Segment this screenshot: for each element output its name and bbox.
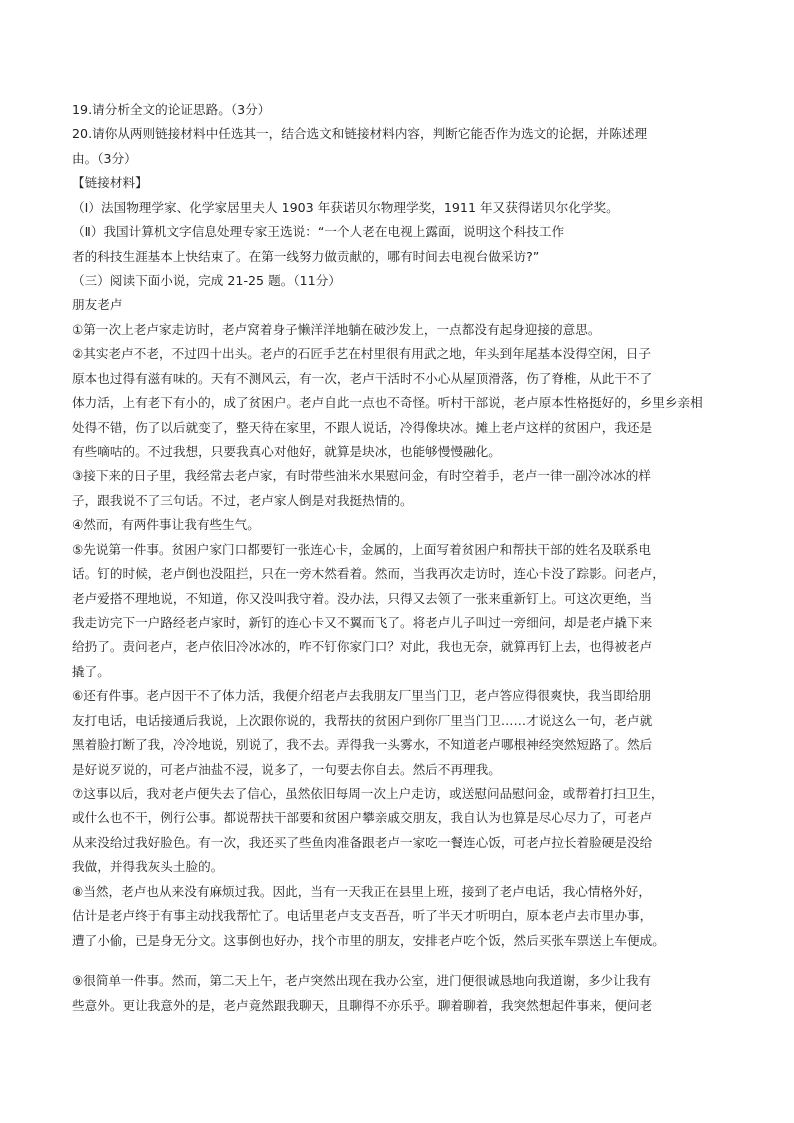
question-19: 19.请分析全文的论证思路。（3分）: [72, 102, 271, 117]
paragraph-9-line: ⑨很简单一件事。然而，第二天上午，老卢突然出现在我办公室，进门便很诚恳地向我道谢，多少让我有: [72, 973, 651, 988]
material-1: （Ⅰ）法国物理学家、化学家居里夫人 1903 年获诺贝尔物理学奖，1911 年又获得诺贝尔化学奖。: [72, 200, 619, 215]
paragraph-5-line: 老卢爱搭不理地说，不知道，你又没叫我守着。没办法，只得又去领了一张来重新钉上。可这次更绝，当: [72, 591, 653, 606]
question-20-line-1: 20.请你从两则链接材料中任选其一，结合选文和链接材料内容，判断它能否作为选文的论据，并陈述理: [72, 126, 648, 141]
paragraph-5-line: 话。钉的时候，老卢倒也没阻拦，只在一旁木然看着。然而，当我再次走访时，连心卡没了踪影。问老卢，: [72, 566, 665, 581]
paragraph-6-line: 黑着脸打断了我，冷冷地说，别说了，我不去。弄得我一头雾水，不知道老卢哪根神经突然短路了。然后: [72, 737, 653, 752]
paragraph-6-line: 友打电话，电话接通后我说，上次跟你说的，我帮扶的贫困户到你厂里当门卫……才说这么一句，老卢就: [72, 713, 653, 728]
material-2-line-2: 者的科技生涯基本上快结束了。在第一线努力做贡献的，哪有时间去电视台做采访?”: [72, 249, 540, 264]
paragraph-7-line: 我做，并得我灰头土脸的。: [72, 859, 224, 874]
linked-material-heading: 【链接材料】: [72, 175, 148, 190]
paragraph-9-line: 些意外。更让我意外的是，老卢竟然跟我聊天，且聊得不亦乐乎。聊着聊着，我突然想起件事来，便问老: [72, 998, 653, 1013]
paragraph-8-line: 估计是老卢终于有事主动找我帮忙了。电话里老卢支支吾吾，听了半天才听明白，原本老卢去市里办事，: [72, 908, 653, 923]
paragraph-7-line: 或什么也不干，例行公事。都说帮扶干部要和贫困户攀亲戚交朋友，我自认为也算是尽心尽力了，可老卢: [72, 810, 653, 825]
section-three-heading: （三）阅读下面小说，完成 21-25 题。（11分）: [72, 273, 341, 288]
material-2-line-1: （Ⅱ）我国计算机文字信息处理专家王选说：“一个人老在电视上露面，说明这个科技工作: [72, 224, 565, 239]
paragraph-5-line: ⑤先说第一件事。贫困户家门口都要钉一张连心卡，金属的，上面写着贫困户和帮扶干部的姓名及联系电: [72, 542, 651, 557]
paragraph-2-line: 原本也过得有滋有味的。天有不测风云，有一次，老卢干活时不小心从屋顶滑落，伤了脊椎，从此干不了: [72, 371, 653, 386]
paragraph-4: ④然而，有两件事让我有些生气。: [72, 517, 260, 532]
paragraph-5-line: 我走访完下一户路经老卢家时，新钉的连心卡又不翼而飞了。将老卢儿子叫过一旁细问，却是老卢撬下来: [72, 615, 653, 630]
paragraph-2-line: 有些嘀咕的。不过我想，只要我真心对他好，就算是块冰，也能够慢慢融化。: [72, 444, 501, 459]
story-title: 朋友老卢: [72, 297, 123, 312]
paragraph-7-line: 从来没给过我好脸色。有一次，我还买了些鱼肉准备跟老卢一家吃一餐连心饭，可老卢拉长着脸硬是没给: [72, 835, 653, 850]
paragraph-3-line: ③接下来的日子里，我经常去老卢家，有时带些油米水果慰问金，有时空着手，老卢一律一副冷冰冰的样: [72, 468, 651, 483]
paragraph-2-line: ②其实老卢不老，不过四十出头。老卢的石匠手艺在村里很有用武之地，年头到年尾基本没得空闲，日子: [72, 346, 651, 361]
paragraph-6-line: ⑥还有件事。老卢因干不了体力活，我便介绍老卢去我朋友厂里当门卫，老卢答应得很爽快，我当即给朋: [72, 688, 651, 703]
paragraph-7-line: ⑦这事以后，我对老卢便失去了信心，虽然依旧每周一次上户走访，或送慰问品慰问金，或帮着打扫卫生，: [72, 786, 664, 801]
paragraph-3-line: 子，跟我说不了三句话。不过，老卢家人倒是对我挺热情的。: [72, 493, 413, 508]
paragraph-1: ①第一次上老卢家走访时，老卢窝着身子懒洋洋地躺在破沙发上，一点都没有起身迎接的意思。: [72, 322, 601, 337]
paragraph-2-line: 处得不错，伤了以后就变了，整天待在家里，不跟人说话，冷得像块冰。摊上老卢这样的贫困户，我还是: [72, 420, 653, 435]
paragraph-2-line: 体力活，上有老下有小的，成了贫困户。老卢自此一点也不奇怪。听村干部说，老卢原本性格挺好的，乡里乡亲相: [72, 395, 703, 410]
paragraph-5-line: 给扔了。责问老卢，老卢依旧冷冰冰的，咋不钉你家门口？对此，我也无奈，就算再钉上去，也得被老卢: [72, 639, 653, 654]
paragraph-5-line: 撬了。: [72, 664, 110, 679]
paragraph-8-line: 遭了小偷，已是身无分文。这事倒也好办，找个市里的朋友，安排老卢吃个饭，然后买张车票送上车便成。: [72, 933, 665, 948]
paragraph-6-line: 是好说歹说的，可老卢油盐不浸，说多了，一句要去你自去。然后不再理我。: [72, 762, 501, 777]
question-20-line-2: 由。（3分）: [72, 151, 137, 166]
paragraph-8-line: ⑧当然，老卢也从来没有麻烦过我。因此，当有一天我正在县里上班，接到了老卢电话，我心情格外好，: [72, 884, 651, 899]
